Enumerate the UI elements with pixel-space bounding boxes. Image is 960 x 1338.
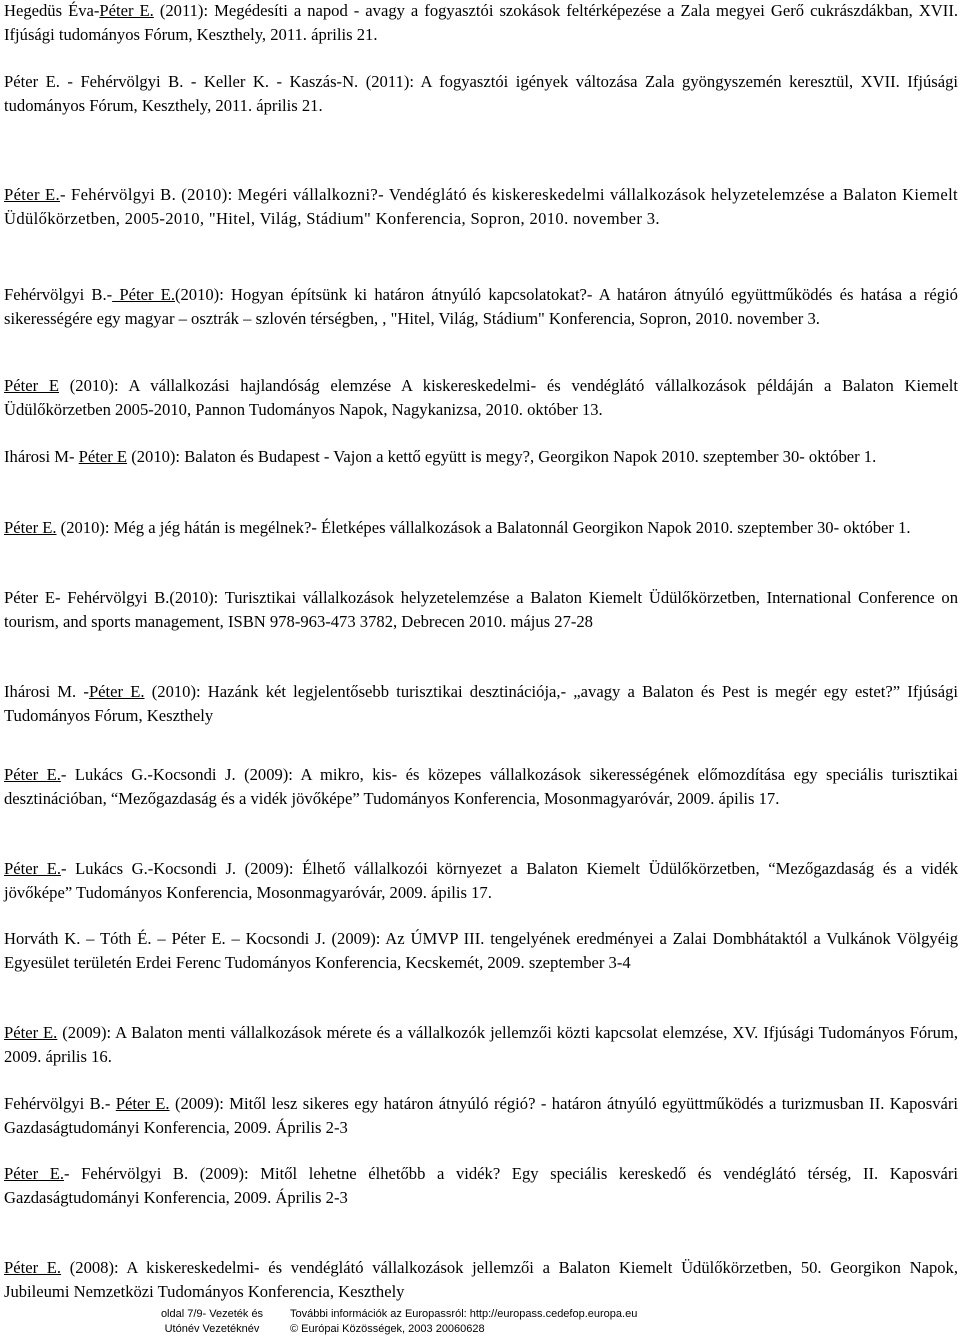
reference-author-highlight: Péter E xyxy=(4,376,59,395)
reference-details: (2011): Megédesíti a napod - avagy a fogyasztói szokások feltérképezése a Zala megyei Gerő cukrászdákban, XVII. Ifjúsági tudományos Fórum, Keszthely, 2011. április 21. xyxy=(4,1,958,44)
reference-details: (2010): A vállalkozási hajlandóság elemzése A kiskereskedelmi- és vendéglátó vállalkozások példáján a Balaton Kiemelt Üdülőkörzetben 2005-2010, Pannon Tudományos Napok, Nagykanizsa, 2010. október 13. xyxy=(4,376,958,419)
reference-entry-3 xyxy=(4,183,958,230)
reference-entry-5 xyxy=(4,374,958,421)
reference-author-highlight: Péter E. xyxy=(4,185,60,204)
footer-page-info xyxy=(148,1307,276,1337)
reference-entry-13 xyxy=(4,1021,958,1068)
reference-entry-2 xyxy=(4,70,958,117)
reference-details: (2010): Hazánk két legjelentősebb turisztikai desztinációja,- „avagy a Balaton és Pest is megér egy estet?” Ifjúsági Tudományos Fórum, Keszthely xyxy=(4,682,958,725)
reference-entry-9 xyxy=(4,680,958,727)
reference-author-highlight: Péter E. xyxy=(4,518,57,537)
footer-europass-link: További információk az Europassról: http://europass.cedefop.europa.eu xyxy=(290,1308,638,1320)
reference-entry-12 xyxy=(4,927,958,974)
reference-entry-11 xyxy=(4,857,958,904)
reference-entry-14 xyxy=(4,1092,958,1139)
reference-author-highlight: Péter E. xyxy=(4,765,61,784)
reference-entry-8 xyxy=(4,586,958,633)
reference-author-highlight: Péter E. xyxy=(4,859,61,878)
reference-details: (2010): Hogyan építsünk ki határon átnyúló kapcsolatokat?- A határon átnyúló együttműködés és hatása a régió sikerességére egy magyar – osztrák – szlovén térségben, , "Hitel, Világ, Stádium" Konferencia, Sopron, 2010. november 3. xyxy=(4,285,958,328)
reference-author-highlight: Péter E. xyxy=(112,285,175,304)
reference-author-highlight: Péter E. xyxy=(115,1094,170,1113)
reference-entry-7 xyxy=(4,516,958,540)
reference-details: (2009): Mitől lesz sikeres egy határon átnyúló régió? - határon átnyúló együttműködés a turizmusban II. Kaposvári Gazdaságtudományi Konferencia, 2009. Április 2-3 xyxy=(4,1094,958,1137)
reference-entry-10 xyxy=(4,763,958,810)
reference-author-highlight: Péter E. xyxy=(88,682,145,701)
footer-page-number: oldal 7/9- Vezeték és xyxy=(160,1308,264,1320)
reference-entry-1 xyxy=(4,0,958,46)
reference-authors: Fehérvölgyi B.- xyxy=(4,1094,116,1113)
reference-text: Péter E- Fehérvölgyi B.(2010): Turisztikai vállalkozások helyzetelemzése a Balaton Kiemelt Üdülőkörzetben, International Conference on tourism, and sports management, ISBN 978-963-473 3782, Debrecen 2010. május 27-28 xyxy=(4,588,958,631)
reference-entry-6 xyxy=(4,445,958,469)
reference-text: Horváth K. – Tóth É. – Péter E. – Kocsondi J. (2009): Az ÚMVP III. tengelyének eredményei a Zalai Dombhátaktól a Vulkánok Völgyéig Egyesület területén Erdei Ferenc Tudományos Konferencia, Kecskemét, 2009. szeptember 3-4 xyxy=(4,929,958,972)
footer-name: Utónév Vezetéknév xyxy=(164,1323,260,1335)
reference-details: - Lukács G.-Kocsondi J. (2009): Élhető vállalkozói környezet a Balaton Kiemelt Üdülőkörzetben, “Mezőgazdaság és a vidék jövőképe” Tudományos Konferencia, Mosonmagyaróvár, 2009. ápilis 17. xyxy=(4,859,958,902)
footer-europass-info xyxy=(290,1307,710,1337)
reference-details: (2008): A kiskereskedelmi- és vendéglátó vállalkozások jellemzői a Balaton Kiemelt Üdülőkörzetben, 50. Georgikon Napok, Jubileumi Nemzetközi Tudományos Konferencia, Keszthely xyxy=(4,1258,958,1301)
reference-author-highlight: Péter E. xyxy=(4,1023,58,1042)
page-footer xyxy=(0,1307,960,1338)
reference-entry-4 xyxy=(4,283,958,330)
reference-author-highlight: Péter E. xyxy=(99,1,154,20)
reference-details: - Fehérvölgyi B. (2009): Mitől lehetne élhetőbb a vidék? Egy speciális kereskedő és vendéglátó térség, II. Kaposvári Gazdaságtudományi Konferencia, 2009. Április 2-3 xyxy=(4,1164,959,1207)
footer-copyright: © Európai Közösségek, 2003 20060628 xyxy=(290,1323,485,1335)
reference-entry-16 xyxy=(4,1256,958,1303)
reference-details: (2010): Még a jég hátán is megélnek?- Életképes vállalkozások a Balatonnál Georgikon Napok 2010. szeptember 30- október 1. xyxy=(56,518,911,537)
reference-authors: Fehérvölgyi B.- xyxy=(4,285,113,304)
reference-entry-15 xyxy=(4,1162,958,1209)
reference-details: - Fehérvölgyi B. (2010): Megéri vállalkozni?- Vendéglátó és kiskereskedelmi vállalkozások helyzetelemzése a Balaton Kiemelt Üdülőkörzetben, 2005-2010, "Hitel, Világ, Stádium" Konferencia, Sopron, 2010. november 3. xyxy=(4,185,959,228)
reference-details: (2009): A Balaton menti vállalkozások mérete és a vállalkozók jellemzői közti kapcsolat elemzése, XV. Ifjúsági Tudományos Fórum, 2009. április 16. xyxy=(4,1023,959,1066)
reference-details: - Lukács G.-Kocsondi J. (2009): A mikro, kis- és közepes vállalkozások sikerességének előmozdítása egy speciális turisztikai desztinációban, “Mezőgazdaság és a vidék jövőképe” Tudományos Konferencia, Mosonmagyaróvár, 2009. ápilis 17. xyxy=(4,765,958,808)
reference-author-highlight: Péter E. xyxy=(4,1258,62,1277)
reference-author-highlight: Péter E. xyxy=(4,1164,64,1183)
reference-authors: Ihárosi M- xyxy=(4,447,79,466)
reference-authors: Ihárosi M. - xyxy=(4,682,89,701)
reference-details: (2010): Balaton és Budapest - Vajon a kettő együtt is megy?, Georgikon Napok 2010. szeptember 30- október 1. xyxy=(127,447,877,466)
reference-text: Péter E. - Fehérvölgyi B. - Keller K. - Kaszás-N. (2011): A fogyasztói igények változása Zala gyöngyszemén keresztül, XVII. Ifjúsági tudományos Fórum, Keszthely, 2011. április 21. xyxy=(4,72,958,115)
reference-author-highlight: Péter E xyxy=(78,447,128,466)
reference-authors: Hegedüs Éva- xyxy=(4,1,100,20)
